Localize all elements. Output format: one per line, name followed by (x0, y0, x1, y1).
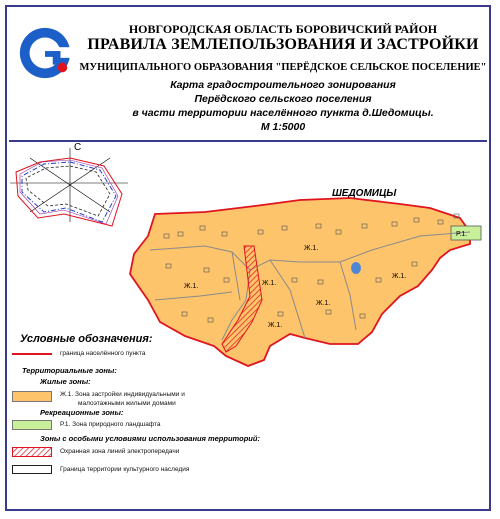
legend-residential-zones: Жилые зоны: (40, 377, 91, 386)
zone-label-zh1: Ж.1. (316, 300, 331, 307)
zone-label-zh1: Ж.1. (304, 245, 319, 252)
legend-boundary-swatch (12, 353, 52, 355)
zone-label-zh1: Ж.1. (184, 283, 199, 290)
zone-label-zh1: Ж.1. (268, 322, 283, 329)
legend-r1-label: Р.1. Зона природного ландшафта (60, 421, 161, 428)
legend-territorial-zones: Территориальные зоны: (22, 366, 117, 375)
legend-zh1-line2: малоэтажными жилыми домами (78, 400, 176, 407)
legend-recreation-zones: Рекреационные зоны: (40, 408, 124, 417)
header-territory: в части территории населённого пункта д.Шедомицы. (132, 107, 434, 119)
pond (351, 262, 361, 274)
header-map-title: Карта градостроительного зонирования (170, 79, 396, 91)
compass-rose (10, 142, 128, 226)
legend-power-line-label: Охранная зона линий электропередачи (60, 448, 180, 455)
legend-title: Условные обозначения: (20, 333, 153, 345)
header-municipality: МУНИЦИПАЛЬНОГО ОБРАЗОВАНИЯ "ПЕРЁДСКОЕ СЕЛЬСКОЕ ПОСЕЛЕНИЕ" (79, 62, 487, 73)
north-label: С (74, 142, 82, 153)
header-settlement: Перёдского сельского поселения (194, 93, 372, 105)
legend-r1-swatch (12, 420, 52, 430)
zone-label-zh1: Ж.1. (392, 273, 407, 280)
legend-boundary-label: граница населённого пункта (60, 350, 146, 357)
legend-heritage-swatch (12, 465, 52, 474)
legend-power-line-swatch (12, 447, 52, 457)
legend-heritage-label: Граница территории культурного наследия (60, 466, 190, 473)
zone-label-zh1: Ж.1. (262, 280, 277, 287)
header-scale: М 1:5000 (260, 121, 306, 133)
settlement-name: ШЕДОМИЦЫ (332, 188, 397, 199)
header-region: НОВГОРОДСКАЯ ОБЛАСТЬ БОРОВИЧСКИЙ РАЙОН (128, 22, 438, 36)
header-title: ПРАВИЛА ЗЕМЛЕПОЛЬЗОВАНИЯ И ЗАСТРОЙКИ (87, 36, 479, 53)
legend-zh1-line1: Ж.1. Зона застройки индивидуальными и (60, 391, 185, 398)
legend-zh1-swatch (12, 391, 52, 402)
residential-zone-zh1 (130, 198, 470, 366)
legend-special-zones: Зоны с особыми условиями использования территорий: (40, 434, 260, 443)
zone-label-r1: Р.1. (456, 231, 468, 238)
